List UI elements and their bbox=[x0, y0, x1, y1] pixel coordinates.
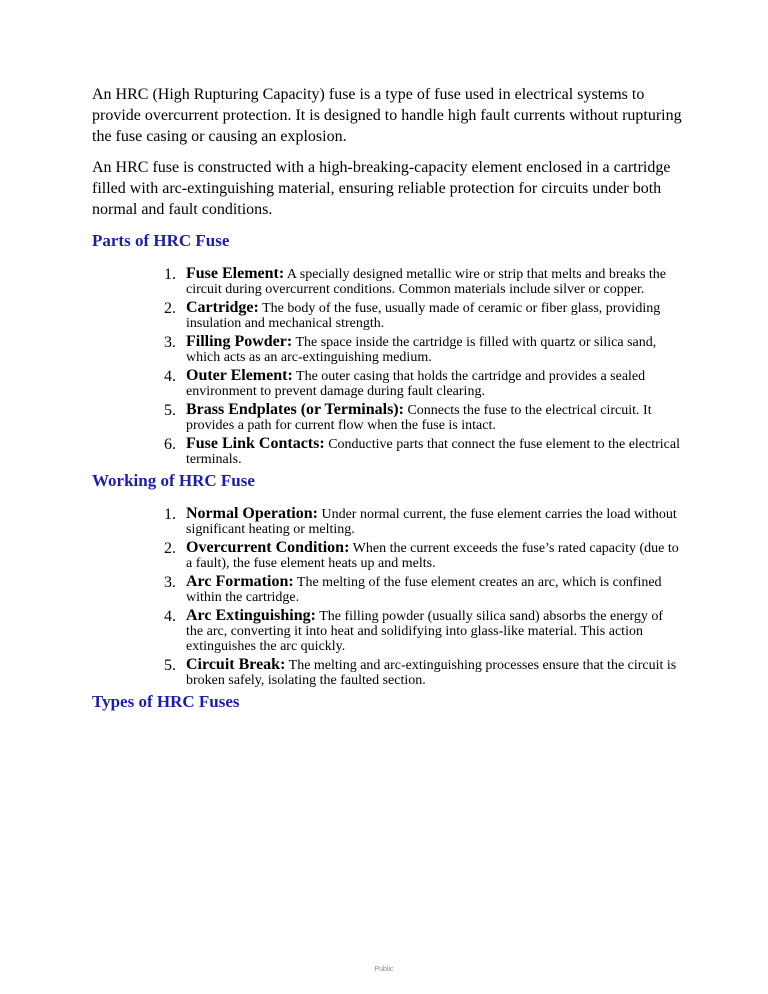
item-text: Under normal current, the fuse element carries the load without significant heating or melting. bbox=[186, 507, 677, 537]
item-number: 3. bbox=[164, 334, 176, 351]
classification-label: Public bbox=[374, 966, 394, 973]
item-text: The body of the fuse, usually made of ceramic or fiber glass, providing insulation and mechanical strength. bbox=[186, 301, 661, 331]
intro-paragraph-1: An HRC (High Rupturing Capacity) fuse is a type of fuse used in electrical systems to provide overcurrent protection. It is designed to handle high fault currents without rupturing the fuse casing or causing an explosion. bbox=[92, 86, 682, 145]
item-number: 2. bbox=[164, 300, 176, 317]
item-term: Arc Formation: bbox=[186, 573, 294, 590]
working-heading: Working of HRC Fuse bbox=[92, 471, 255, 490]
item-number: 5. bbox=[164, 402, 176, 419]
item-term: Cartridge: bbox=[186, 299, 259, 316]
parts-heading: Parts of HRC Fuse bbox=[92, 231, 230, 250]
intro-paragraph-2: An HRC fuse is constructed with a high-breaking-capacity element enclosed in a cartridge filled with arc-extinguishing material, ensuring reliable protection for circuits under both normal and fault conditions. bbox=[92, 159, 671, 218]
list-item bbox=[92, 266, 682, 297]
list-item bbox=[92, 657, 682, 688]
list-item bbox=[92, 540, 682, 571]
list-item bbox=[92, 334, 682, 365]
document-body bbox=[92, 84, 682, 727]
parts-list bbox=[92, 266, 682, 467]
item-number: 4. bbox=[164, 608, 176, 625]
types-heading: Types of HRC Fuses bbox=[92, 692, 240, 711]
item-text: The filling powder (usually silica sand) absorbs the energy of the arc, converting it into heat and solidifying into glass-like material. This action extinguishes the arc quickly. bbox=[186, 609, 664, 654]
item-term: Fuse Link Contacts: bbox=[186, 435, 325, 452]
list-item bbox=[92, 368, 682, 399]
item-number: 6. bbox=[164, 436, 176, 453]
item-term: Arc Extinguishing: bbox=[186, 607, 316, 624]
item-term: Normal Operation: bbox=[186, 505, 318, 522]
item-text: Conductive parts that connect the fuse element to the electrical terminals. bbox=[186, 437, 680, 467]
list-item bbox=[92, 574, 682, 605]
list-item bbox=[92, 402, 682, 433]
item-number: 1. bbox=[164, 266, 176, 283]
item-text: A specially designed metallic wire or strip that melts and breaks the circuit during overcurrent conditions. Common materials include silver or copper. bbox=[186, 267, 666, 297]
item-term: Brass Endplates (or Terminals): bbox=[186, 401, 404, 418]
item-term: Filling Powder: bbox=[186, 333, 293, 350]
list-item bbox=[92, 608, 682, 654]
item-term: Overcurrent Condition: bbox=[186, 539, 350, 556]
item-text: When the current exceeds the fuse’s rated capacity (due to a fault), the fuse element heats up and melts. bbox=[186, 541, 679, 571]
item-text: The space inside the cartridge is filled with quartz or silica sand, which acts as an arc-extinguishing medium. bbox=[186, 335, 657, 365]
item-text: The melting and arc-extinguishing processes ensure that the circuit is broken safely, isolating the faulted section. bbox=[186, 658, 677, 688]
item-text: Connects the fuse to the electrical circuit. It provides a path for current flow when the fuse is intact. bbox=[186, 403, 652, 433]
list-item bbox=[92, 436, 682, 467]
item-term: Fuse Element: bbox=[186, 265, 285, 282]
item-number: 3. bbox=[164, 574, 176, 591]
item-text: The melting of the fuse element creates an arc, which is confined within the cartridge. bbox=[186, 575, 662, 605]
item-term: Outer Element: bbox=[186, 367, 293, 384]
item-number: 2. bbox=[164, 540, 176, 557]
item-term: Circuit Break: bbox=[186, 656, 286, 673]
list-item bbox=[92, 300, 682, 331]
item-number: 4. bbox=[164, 368, 176, 385]
list-item bbox=[92, 506, 682, 537]
item-number: 1. bbox=[164, 506, 176, 523]
item-text: The outer casing that holds the cartridge and provides a sealed environment to prevent damage during fault clearing. bbox=[186, 369, 646, 399]
item-number: 5. bbox=[164, 657, 176, 674]
working-list bbox=[92, 506, 682, 688]
